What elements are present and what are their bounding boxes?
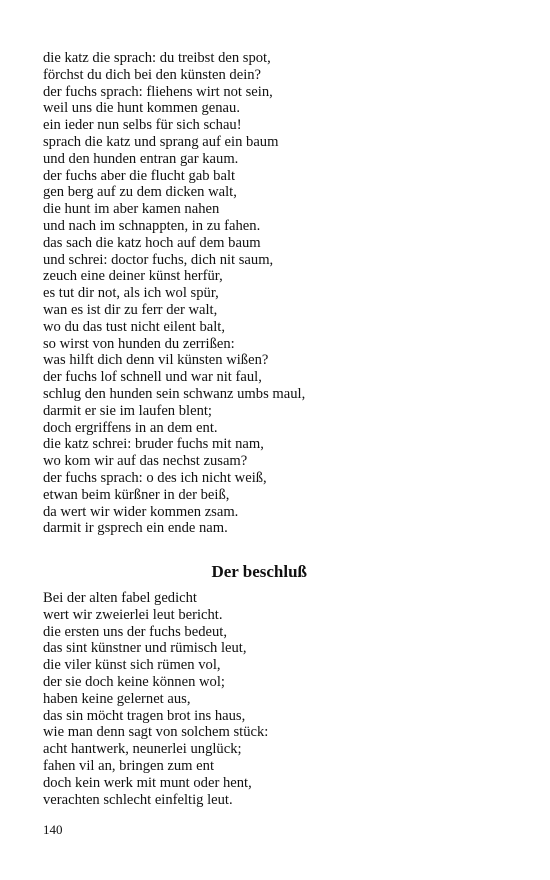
verse-line: der fuchs sprach: fliehens wirt not sein, bbox=[43, 83, 273, 100]
verse-line: etwan beim kürßner in der beiß, bbox=[43, 486, 230, 503]
verse-line: doch ergriffens in an dem ent. bbox=[43, 419, 218, 436]
verse-line: schlug den hunden sein schwanz umbs maul, bbox=[43, 385, 306, 402]
verse-line: wo du das tust nicht eilent balt, bbox=[43, 318, 225, 335]
verse-line: wan es ist dir zu ferr der walt, bbox=[43, 301, 218, 318]
poem-stanza-1 bbox=[43, 50, 513, 537]
verse-line: das sint künstner und rümisch leut, bbox=[43, 640, 247, 657]
verse-line: fahen vil an, bringen zum ent bbox=[43, 757, 215, 774]
verse-line: die katz die sprach: du treibst den spot, bbox=[43, 50, 271, 66]
verse-line: das sin möcht tragen brot ins haus, bbox=[43, 707, 246, 724]
verse-line: und den hunden entran gar kaum. bbox=[43, 150, 239, 167]
verse-line: was hilft dich denn vil künsten wißen? bbox=[43, 352, 269, 369]
verse-line: da wert wir wider kommen zsam. bbox=[43, 503, 239, 520]
verse-line: Bei der alten fabel gedicht bbox=[43, 590, 197, 606]
verse-line: und schrei: doctor fuchs, dich nit saum, bbox=[43, 251, 274, 268]
verse-line: wie man denn sagt von solchem stück: bbox=[43, 724, 269, 741]
verse-line: die hunt im aber kamen nahen bbox=[43, 201, 220, 218]
verse-line: verachten schlecht einfeltig leut. bbox=[43, 791, 233, 808]
verse-line: und nach im schnappten, in zu fahen. bbox=[43, 217, 261, 234]
verse-line: förchst du dich bei den künsten dein? bbox=[43, 66, 262, 83]
verse-line: die katz schrei: bruder fuchs mit nam, bbox=[43, 436, 264, 453]
verse-line: ein ieder nun selbs für sich schau! bbox=[43, 117, 242, 134]
verse-line: es tut dir not, als ich wol spür, bbox=[43, 285, 219, 302]
verse-line: doch kein werk mit munt oder hent, bbox=[43, 774, 252, 791]
verse-line: so wirst von hunden du zerrißen: bbox=[43, 335, 235, 352]
verse-line: wert wir zweierlei leut bericht. bbox=[43, 606, 223, 623]
verse-line: der fuchs lof schnell und war nit faul, bbox=[43, 369, 262, 386]
poem-stanza-2 bbox=[43, 590, 268, 808]
verse-line: weil uns die hunt kommen genau. bbox=[43, 100, 240, 117]
verse-line: darmit ir gsprech ein ende nam. bbox=[43, 520, 228, 537]
verse-line: acht hantwerk, neunerlei unglück; bbox=[43, 741, 242, 758]
verse-line: die viler künst sich rümen vol, bbox=[43, 657, 221, 674]
verse-line: der sie doch keine können wol; bbox=[43, 673, 225, 690]
section-heading: Der beschluß bbox=[211, 562, 307, 581]
book-page bbox=[43, 50, 513, 808]
verse-line: zeuch eine deiner künst herfür, bbox=[43, 268, 223, 285]
verse-line: gen berg auf zu dem dicken walt, bbox=[43, 184, 237, 201]
page-number: 140 bbox=[43, 822, 63, 837]
verse-line: darmit er sie im laufen blent; bbox=[43, 402, 212, 419]
verse-line: der fuchs sprach: o des ich nicht weiß, bbox=[43, 469, 267, 486]
verse-line: das sach die katz hoch auf dem baum bbox=[43, 234, 261, 251]
verse-line: der fuchs aber die flucht gab balt bbox=[43, 167, 236, 184]
verse-line: sprach die katz und sprang auf ein baum bbox=[43, 133, 279, 150]
verse-line: wo kom wir auf das nechst zusam? bbox=[43, 453, 248, 470]
verse-line: die ersten uns der fuchs bedeut, bbox=[43, 623, 227, 640]
verse-line: haben keine gelernet aus, bbox=[43, 690, 191, 707]
